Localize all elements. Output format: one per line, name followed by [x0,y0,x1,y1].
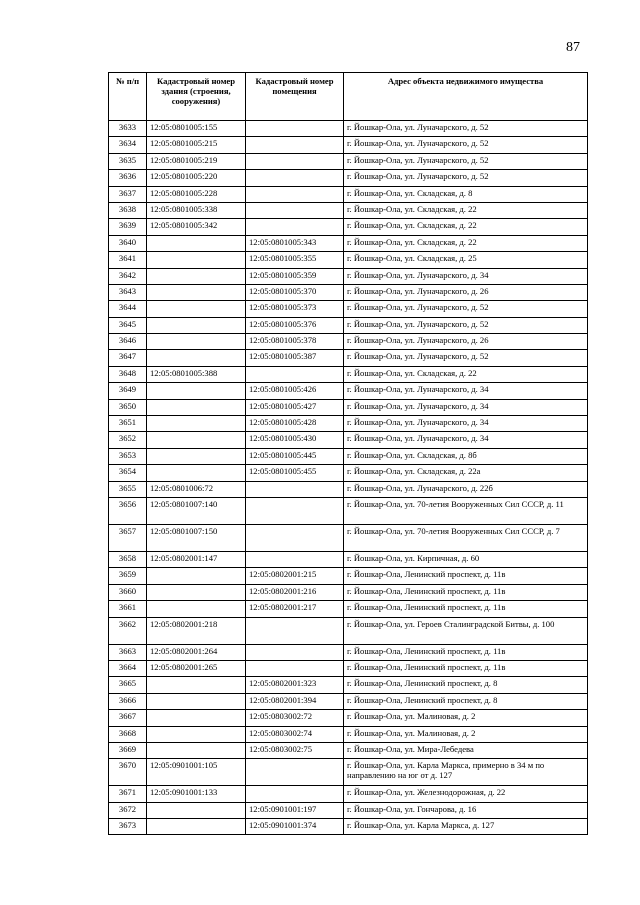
building-cadastral-cell [147,334,246,350]
room-cadastral-cell: 12:05:0803002:75 [246,742,344,758]
address-cell: г. Йошкар-Ола, ул. Луначарского, д. 34 [344,399,588,415]
table-row [109,170,588,186]
building-cadastral-cell: 12:05:0801005:342 [147,219,246,235]
table-row [109,710,588,726]
address-cell: г. Йошкар-Ола, ул. Карла Маркса, д. 127 [344,819,588,835]
table-row [109,759,588,786]
table-header-row [109,73,588,121]
table-row [109,153,588,169]
header-building-cadastral: Кадастровый номер здания (строения, сооружения) [147,73,246,121]
table-row [109,742,588,758]
room-cadastral-cell [246,170,344,186]
address-cell: г. Йошкар-Ола, ул. Складская, д. 8 [344,186,588,202]
room-cadastral-cell: 12:05:0803002:72 [246,710,344,726]
building-cadastral-cell [147,235,246,251]
table-row [109,399,588,415]
row-number-cell: 3661 [109,601,147,617]
building-cadastral-cell: 12:05:0802001:264 [147,644,246,660]
table-row [109,644,588,660]
row-number-cell: 3635 [109,153,147,169]
row-number-cell: 3644 [109,301,147,317]
address-cell: г. Йошкар-Ола, ул. Гончарова, д. 16 [344,802,588,818]
room-cadastral-cell: 12:05:0802001:215 [246,568,344,584]
building-cadastral-cell: 12:05:0801005:215 [147,137,246,153]
building-cadastral-cell: 12:05:0901001:105 [147,759,246,786]
row-number-cell: 3642 [109,268,147,284]
address-cell: г. Йошкар-Ола, Ленинский проспект, д. 11в [344,644,588,660]
building-cadastral-cell [147,742,246,758]
table-row [109,416,588,432]
address-cell: г. Йошкар-Ола, Ленинский проспект, д. 11в [344,601,588,617]
address-cell: г. Йошкар-Ола, ул. Складская, д. 22 [344,366,588,382]
building-cadastral-cell [147,601,246,617]
building-cadastral-cell [147,399,246,415]
building-cadastral-cell [147,726,246,742]
room-cadastral-cell: 12:05:0802001:394 [246,693,344,709]
address-cell: г. Йошкар-Ола, ул. Луначарского, д. 52 [344,121,588,137]
row-number-cell: 3651 [109,416,147,432]
building-cadastral-cell: 12:05:0801007:140 [147,497,246,524]
table-row [109,551,588,567]
address-cell: г. Йошкар-Ола, ул. Складская, д. 25 [344,252,588,268]
room-cadastral-cell: 12:05:0801005:370 [246,284,344,300]
address-cell: г. Йошкар-Ола, ул. Луначарского, д. 52 [344,153,588,169]
address-cell: г. Йошкар-Ола, Ленинский проспект, д. 8 [344,677,588,693]
building-cadastral-cell [147,465,246,481]
address-cell: г. Йошкар-Ола, ул. Складская, д. 22 [344,235,588,251]
address-cell: г. Йошкар-Ола, ул. 70-летия Вооруженных Сил СССР, д. 11 [344,497,588,524]
address-cell: г. Йошкар-Ола, ул. Железнодорожная, д. 22 [344,786,588,802]
row-number-cell: 3638 [109,202,147,218]
row-number-cell: 3654 [109,465,147,481]
table-row [109,137,588,153]
building-cadastral-cell: 12:05:0801007:150 [147,524,246,551]
header-address: Адрес объекта недвижимого имущества [344,73,588,121]
row-number-cell: 3643 [109,284,147,300]
table-row [109,786,588,802]
address-cell: г. Йошкар-Ола, ул. Мира-Лебедева [344,742,588,758]
address-cell: г. Йошкар-Ола, ул. Луначарского, д. 52 [344,301,588,317]
room-cadastral-cell: 12:05:0801005:445 [246,448,344,464]
room-cadastral-cell: 12:05:0802001:323 [246,677,344,693]
room-cadastral-cell [246,153,344,169]
room-cadastral-cell [246,481,344,497]
address-cell: г. Йошкар-Ола, ул. Карла Маркса, примерно в 34 м по направлению на юг от д. 127 [344,759,588,786]
building-cadastral-cell [147,584,246,600]
building-cadastral-cell [147,819,246,835]
row-number-cell: 3660 [109,584,147,600]
row-number-cell: 3669 [109,742,147,758]
address-cell: г. Йошкар-Ола, ул. Кирпичная, д. 60 [344,551,588,567]
table-row [109,383,588,399]
room-cadastral-cell [246,617,344,644]
row-number-cell: 3670 [109,759,147,786]
row-number-cell: 3665 [109,677,147,693]
table-row [109,726,588,742]
row-number-cell: 3653 [109,448,147,464]
room-cadastral-cell: 12:05:0801005:359 [246,268,344,284]
building-cadastral-cell: 12:05:0802001:265 [147,660,246,676]
row-number-cell: 3650 [109,399,147,415]
row-number-cell: 3667 [109,710,147,726]
room-cadastral-cell [246,121,344,137]
building-cadastral-cell: 12:05:0801005:219 [147,153,246,169]
row-number-cell: 3639 [109,219,147,235]
row-number-cell: 3663 [109,644,147,660]
table-row [109,660,588,676]
address-cell: г. Йошкар-Ола, ул. Складская, д. 8б [344,448,588,464]
address-cell: г. Йошкар-Ола, ул. Луначарского, д. 34 [344,268,588,284]
row-number-cell: 3637 [109,186,147,202]
building-cadastral-cell: 12:05:0801005:220 [147,170,246,186]
table-row [109,301,588,317]
address-cell: г. Йошкар-Ола, ул. Малиновая, д. 2 [344,710,588,726]
building-cadastral-cell [147,252,246,268]
row-number-cell: 3641 [109,252,147,268]
room-cadastral-cell [246,202,344,218]
address-cell: г. Йошкар-Ола, ул. Луначарского, д. 34 [344,432,588,448]
room-cadastral-cell [246,786,344,802]
room-cadastral-cell: 12:05:0802001:216 [246,584,344,600]
table-row [109,366,588,382]
table-row [109,568,588,584]
room-cadastral-cell [246,497,344,524]
building-cadastral-cell: 12:05:0801005:338 [147,202,246,218]
row-number-cell: 3668 [109,726,147,742]
building-cadastral-cell: 12:05:0801005:388 [147,366,246,382]
table-row [109,219,588,235]
building-cadastral-cell [147,301,246,317]
table-row [109,497,588,524]
room-cadastral-cell: 12:05:0901001:197 [246,802,344,818]
address-cell: г. Йошкар-Ола, ул. Луначарского, д. 52 [344,350,588,366]
table-row [109,186,588,202]
row-number-cell: 3666 [109,693,147,709]
table-row [109,432,588,448]
header-row-number: № п/п [109,73,147,121]
building-cadastral-cell [147,693,246,709]
address-cell: г. Йошкар-Ола, ул. Малиновая, д. 2 [344,726,588,742]
table-row [109,677,588,693]
row-number-cell: 3659 [109,568,147,584]
room-cadastral-cell: 12:05:0801005:428 [246,416,344,432]
page-number: 87 [566,40,580,55]
building-cadastral-cell [147,568,246,584]
table-row [109,524,588,551]
table-row [109,268,588,284]
address-cell: г. Йошкар-Ола, Ленинский проспект, д. 11в [344,568,588,584]
building-cadastral-cell [147,710,246,726]
address-cell: г. Йошкар-Ола, Ленинский проспект, д. 11в [344,584,588,600]
table-row [109,317,588,333]
room-cadastral-cell [246,644,344,660]
row-number-cell: 3652 [109,432,147,448]
room-cadastral-cell: 12:05:0801005:426 [246,383,344,399]
table-row [109,693,588,709]
room-cadastral-cell: 12:05:0803002:74 [246,726,344,742]
table-row [109,334,588,350]
building-cadastral-cell [147,432,246,448]
building-cadastral-cell [147,350,246,366]
table-row [109,617,588,644]
address-cell: г. Йошкар-Ола, Ленинский проспект, д. 8 [344,693,588,709]
address-cell: г. Йошкар-Ола, ул. Луначарского, д. 26 [344,334,588,350]
address-cell: г. Йошкар-Ола, ул. Складская, д. 22а [344,465,588,481]
room-cadastral-cell: 12:05:0801005:455 [246,465,344,481]
room-cadastral-cell [246,366,344,382]
building-cadastral-cell [147,802,246,818]
row-number-cell: 3672 [109,802,147,818]
row-number-cell: 3658 [109,551,147,567]
building-cadastral-cell: 12:05:0802001:218 [147,617,246,644]
row-number-cell: 3671 [109,786,147,802]
address-cell: г. Йошкар-Ола, ул. Складская, д. 22 [344,202,588,218]
table-row [109,481,588,497]
table-row [109,350,588,366]
room-cadastral-cell [246,186,344,202]
building-cadastral-cell [147,317,246,333]
room-cadastral-cell: 12:05:0801005:373 [246,301,344,317]
table-row [109,584,588,600]
row-number-cell: 3673 [109,819,147,835]
row-number-cell: 3647 [109,350,147,366]
table-row [109,252,588,268]
table-row [109,121,588,137]
room-cadastral-cell: 12:05:0801005:430 [246,432,344,448]
address-cell: г. Йошкар-Ола, ул. Луначарского, д. 52 [344,137,588,153]
table-row [109,601,588,617]
row-number-cell: 3662 [109,617,147,644]
table-row [109,284,588,300]
row-number-cell: 3633 [109,121,147,137]
room-cadastral-cell [246,551,344,567]
room-cadastral-cell [246,137,344,153]
room-cadastral-cell [246,660,344,676]
row-number-cell: 3655 [109,481,147,497]
row-number-cell: 3657 [109,524,147,551]
table-row [109,448,588,464]
row-number-cell: 3656 [109,497,147,524]
room-cadastral-cell: 12:05:0801005:378 [246,334,344,350]
room-cadastral-cell [246,524,344,551]
row-number-cell: 3634 [109,137,147,153]
table-row [109,819,588,835]
room-cadastral-cell [246,219,344,235]
room-cadastral-cell: 12:05:0802001:217 [246,601,344,617]
row-number-cell: 3636 [109,170,147,186]
row-number-cell: 3646 [109,334,147,350]
room-cadastral-cell: 12:05:0901001:374 [246,819,344,835]
building-cadastral-cell: 12:05:0901001:133 [147,786,246,802]
row-number-cell: 3664 [109,660,147,676]
building-cadastral-cell [147,383,246,399]
address-cell: г. Йошкар-Ола, ул. Луначарского, д. 22б [344,481,588,497]
table-row [109,802,588,818]
address-cell: г. Йошкар-Ола, ул. Героев Сталинградской Битвы, д. 100 [344,617,588,644]
building-cadastral-cell [147,268,246,284]
room-cadastral-cell: 12:05:0801005:387 [246,350,344,366]
room-cadastral-cell [246,759,344,786]
room-cadastral-cell: 12:05:0801005:343 [246,235,344,251]
row-number-cell: 3648 [109,366,147,382]
building-cadastral-cell: 12:05:0801005:228 [147,186,246,202]
building-cadastral-cell: 12:05:0801006:72 [147,481,246,497]
address-cell: г. Йошкар-Ола, ул. Луначарского, д. 34 [344,416,588,432]
property-registry-table [108,72,588,835]
row-number-cell: 3645 [109,317,147,333]
address-cell: г. Йошкар-Ола, ул. Луначарского, д. 52 [344,170,588,186]
row-number-cell: 3649 [109,383,147,399]
table-row [109,202,588,218]
address-cell: г. Йошкар-Ола, ул. Луначарского, д. 52 [344,317,588,333]
building-cadastral-cell: 12:05:0801005:155 [147,121,246,137]
room-cadastral-cell: 12:05:0801005:376 [246,317,344,333]
address-cell: г. Йошкар-Ола, ул. 70-летия Вооруженных Сил СССР, д. 7 [344,524,588,551]
table-row [109,465,588,481]
building-cadastral-cell [147,677,246,693]
address-cell: г. Йошкар-Ола, ул. Складская, д. 22 [344,219,588,235]
building-cadastral-cell [147,448,246,464]
building-cadastral-cell [147,416,246,432]
room-cadastral-cell: 12:05:0801005:355 [246,252,344,268]
row-number-cell: 3640 [109,235,147,251]
address-cell: г. Йошкар-Ола, ул. Луначарского, д. 26 [344,284,588,300]
building-cadastral-cell [147,284,246,300]
header-room-cadastral: Кадастровый номер помещения [246,73,344,121]
table-row [109,235,588,251]
address-cell: г. Йошкар-Ола, ул. Луначарского, д. 34 [344,383,588,399]
address-cell: г. Йошкар-Ола, Ленинский проспект, д. 11в [344,660,588,676]
building-cadastral-cell: 12:05:0802001:147 [147,551,246,567]
room-cadastral-cell: 12:05:0801005:427 [246,399,344,415]
